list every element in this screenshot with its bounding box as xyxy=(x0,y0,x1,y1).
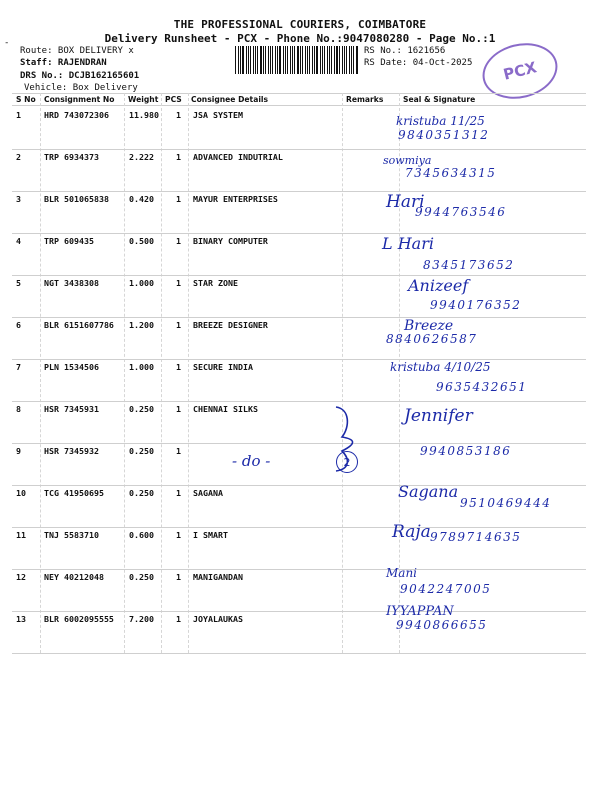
row-rule xyxy=(12,611,586,612)
barcode-bar xyxy=(339,46,340,74)
barcode-bar xyxy=(342,46,343,74)
route-label: Route: BOX DELIVERY x xyxy=(20,46,134,56)
barcode-bar xyxy=(351,46,352,74)
company-title: THE PROFESSIONAL COURIERS, COIMBATORE xyxy=(173,18,427,31)
row-weight: 0.500 xyxy=(129,236,154,246)
col-consignee: Consignee Details xyxy=(191,95,269,104)
row-sno: 6 xyxy=(16,320,21,330)
row-pcs: 1 xyxy=(176,614,181,624)
row-rule xyxy=(12,149,586,150)
row-signature: Hari xyxy=(386,192,425,212)
row-consignment-no: BLR 501065838 xyxy=(44,194,109,204)
row-consignment-no: TNJ 5583710 xyxy=(44,530,99,540)
row-weight: 0.600 xyxy=(129,530,154,540)
row-weight: 0.250 xyxy=(129,404,154,414)
barcode-bar xyxy=(265,46,266,74)
runsheet-title: Delivery Runsheet - PCX - Phone No.:9047080280 - Page No.:1 xyxy=(104,32,496,45)
row-consignment-no: BLR 6002095555 xyxy=(44,614,114,624)
barcode-bar xyxy=(257,46,258,74)
row-rule xyxy=(12,275,586,276)
barcode-bar xyxy=(297,46,299,74)
row-pcs: 1 xyxy=(176,362,181,372)
row-pcs: 1 xyxy=(176,488,181,498)
barcode-bar xyxy=(329,46,330,74)
row-signature-phone: 9510469444 xyxy=(460,496,552,510)
drs-number: DRS No.: DCJB162165601 xyxy=(20,71,140,81)
row-rule xyxy=(12,359,586,360)
row-weight: 7.200 xyxy=(129,614,154,624)
row-rule xyxy=(12,233,586,234)
barcode-bar xyxy=(356,46,358,74)
barcode-bar xyxy=(270,46,271,74)
row-signature-phone: 9940866655 xyxy=(396,618,488,632)
margin-mark: - xyxy=(4,38,10,48)
row-consignment-no: TCG 41950695 xyxy=(44,488,104,498)
barcode-bar xyxy=(322,46,323,74)
row-consignee: SECURE INDIA xyxy=(193,362,253,372)
row-sno: 7 xyxy=(16,362,21,372)
row-rule xyxy=(12,317,586,318)
barcode-bar xyxy=(238,46,239,74)
row-weight: 0.250 xyxy=(129,488,154,498)
row-pcs: 1 xyxy=(176,530,181,540)
row-signature: IYYAPPAN xyxy=(386,604,454,619)
row-weight: 0.250 xyxy=(129,572,154,582)
row-signature-phone: 8840626587 xyxy=(386,332,478,346)
row-consignment-no: BLR 6151607786 xyxy=(44,320,114,330)
header-top-rule xyxy=(12,93,586,94)
barcode-bar xyxy=(253,46,254,74)
row-consignee: JOYALAUKAS xyxy=(193,614,243,624)
barcode-bar xyxy=(327,46,328,74)
row-sno: 3 xyxy=(16,194,21,204)
col-pcs: PCS xyxy=(165,95,182,104)
row-pcs: 1 xyxy=(176,446,181,456)
barcode-bar xyxy=(246,46,247,74)
ditto-number: 2 xyxy=(343,455,351,469)
row-signature-phone: 7345634315 xyxy=(405,166,497,180)
barcode-bar xyxy=(260,46,262,74)
row-pcs: 1 xyxy=(176,194,181,204)
row-signature-phone: 8345173652 xyxy=(423,258,515,272)
row-pcs: 1 xyxy=(176,278,181,288)
rs-number: RS No.: 1621656 xyxy=(364,46,446,56)
barcode-bar xyxy=(307,46,308,74)
row-signature-phone: 9789714635 xyxy=(430,530,522,544)
barcode-bar xyxy=(250,46,251,74)
barcode-bar xyxy=(305,46,306,74)
row-weight: 1.000 xyxy=(129,278,154,288)
row-consignment-no: HRD 743072306 xyxy=(44,110,109,120)
row-consignee: MANIGANDAN xyxy=(193,572,243,582)
barcode-bar xyxy=(283,46,284,74)
row-signature-phone: 9840351312 xyxy=(398,128,490,142)
row-rule xyxy=(12,485,586,486)
row-weight: 1.000 xyxy=(129,362,154,372)
row-pcs: 1 xyxy=(176,320,181,330)
col-remarks: Remarks xyxy=(346,95,384,104)
barcode-bar xyxy=(309,46,310,74)
row-pcs: 1 xyxy=(176,236,181,246)
barcode-bar xyxy=(240,46,241,74)
row-pcs: 1 xyxy=(176,572,181,582)
row-sno: 10 xyxy=(16,488,26,498)
row-signature: Breeze xyxy=(404,318,454,334)
row-signature-phone: 9944763546 xyxy=(415,205,507,219)
row-consignment-no: HSR 7345932 xyxy=(44,446,99,456)
row-signature: Sagana xyxy=(398,482,459,501)
row-consignment-no: PLN 1534506 xyxy=(44,362,99,372)
row-weight: 0.420 xyxy=(129,194,154,204)
vehicle-label: Vehicle: Box Delivery xyxy=(24,83,138,93)
barcode-bar xyxy=(312,46,313,74)
row-pcs: 1 xyxy=(176,152,181,162)
row-sno: 9 xyxy=(16,446,21,456)
barcode-bar xyxy=(268,46,269,74)
barcode-bar xyxy=(300,46,301,74)
barcode-bar xyxy=(290,46,291,74)
row-consignee: JSA SYSTEM xyxy=(193,110,243,120)
barcode-bar xyxy=(346,46,347,74)
barcode-bar xyxy=(242,46,244,74)
pcx-stamp xyxy=(477,36,564,107)
barcode-bar xyxy=(353,46,354,74)
barcode-bar xyxy=(277,46,278,74)
barcode-bar xyxy=(285,46,286,74)
row-weight: 2.222 xyxy=(129,152,154,162)
row-consignee: BINARY COMPUTER xyxy=(193,236,268,246)
row-consignee: CHENNAI SILKS xyxy=(193,404,258,414)
barcode-bar xyxy=(334,46,335,74)
row-rule xyxy=(12,569,586,570)
barcode-bar xyxy=(324,46,325,74)
col-sno: S No xyxy=(16,95,36,104)
row-consignment-no: NGT 3438308 xyxy=(44,278,99,288)
barcode-bar xyxy=(336,46,338,74)
row-pcs: 1 xyxy=(176,110,181,120)
row-signature-phone: 9635432651 xyxy=(436,380,528,394)
row-pcs: 1 xyxy=(176,404,181,414)
ditto-circle xyxy=(336,451,358,473)
row-signature-phone: 9042247005 xyxy=(400,582,492,596)
row-sno: 12 xyxy=(16,572,26,582)
row-weight: 1.200 xyxy=(129,320,154,330)
row-signature: Anizeef xyxy=(408,276,469,295)
row-sno: 5 xyxy=(16,278,21,288)
row-signature: kristuba 11/25 xyxy=(396,114,485,128)
barcode-bar xyxy=(248,46,249,74)
row-signature: Raja xyxy=(392,522,431,542)
row-rule xyxy=(12,527,586,528)
row-consignee: SAGANA xyxy=(193,488,223,498)
barcode-bar xyxy=(255,46,256,74)
barcode-bar xyxy=(279,46,281,74)
row-weight: 11.980 xyxy=(129,110,159,120)
barcode-bar xyxy=(292,46,293,74)
row-rule xyxy=(12,401,586,402)
rs-date: RS Date: 04-Oct-2025 xyxy=(364,58,473,68)
row-sno: 13 xyxy=(16,614,26,624)
barcode-bar xyxy=(331,46,332,74)
header-bottom-rule xyxy=(12,105,586,106)
barcode-bar xyxy=(272,46,273,74)
row-consignee: STAR ZONE xyxy=(193,278,238,288)
col-weight: Weight xyxy=(128,95,159,104)
barcode xyxy=(235,46,359,74)
row-weight: 0.250 xyxy=(129,446,154,456)
row-signature: Jennifer xyxy=(404,406,473,426)
barcode-bar xyxy=(302,46,303,74)
row-rule xyxy=(12,653,586,654)
barcode-bar xyxy=(294,46,295,74)
row-consignment-no: TRP 609435 xyxy=(44,236,94,246)
barcode-bar xyxy=(349,46,350,74)
barcode-bar xyxy=(320,46,321,74)
barcode-bar xyxy=(314,46,315,74)
row-consignment-no: TRP 6934373 xyxy=(44,152,99,162)
col-consignment: Consignment No xyxy=(44,95,115,104)
row-sno: 2 xyxy=(16,152,21,162)
row-signature: L Hari xyxy=(382,234,434,253)
stamp-text: PCX xyxy=(501,58,539,84)
ditto-mark: - do - xyxy=(232,452,271,470)
row-sno: 1 xyxy=(16,110,21,120)
barcode-bar xyxy=(316,46,318,74)
staff-label: Staff: RAJENDRAN xyxy=(20,58,107,68)
row-rule xyxy=(12,191,586,192)
row-sno: 8 xyxy=(16,404,21,414)
row-consignee: ADVANCED INDUTRIAL xyxy=(193,152,283,162)
row-signature: kristuba 4/10/25 xyxy=(390,360,491,374)
row-consignment-no: NEY 40212048 xyxy=(44,572,104,582)
row-sno: 11 xyxy=(16,530,26,540)
row-signature: Mani xyxy=(386,566,418,580)
row-sno: 4 xyxy=(16,236,21,246)
barcode-bar xyxy=(235,46,236,74)
barcode-bar xyxy=(275,46,276,74)
row-consignee: I SMART xyxy=(193,530,228,540)
barcode-bar xyxy=(287,46,288,74)
row-consignee: BREEZE DESIGNER xyxy=(193,320,268,330)
barcode-bar xyxy=(344,46,345,74)
col-seal-signature: Seal & Signature xyxy=(403,95,476,104)
row-consignment-no: HSR 7345931 xyxy=(44,404,99,414)
barcode-bar xyxy=(263,46,264,74)
row-signature-phone: 9940853186 xyxy=(420,444,512,458)
row-signature-phone: 9940176352 xyxy=(430,298,522,312)
row-signature: sowmiya xyxy=(383,154,432,167)
row-consignee: MAYUR ENTERPRISES xyxy=(193,194,278,204)
